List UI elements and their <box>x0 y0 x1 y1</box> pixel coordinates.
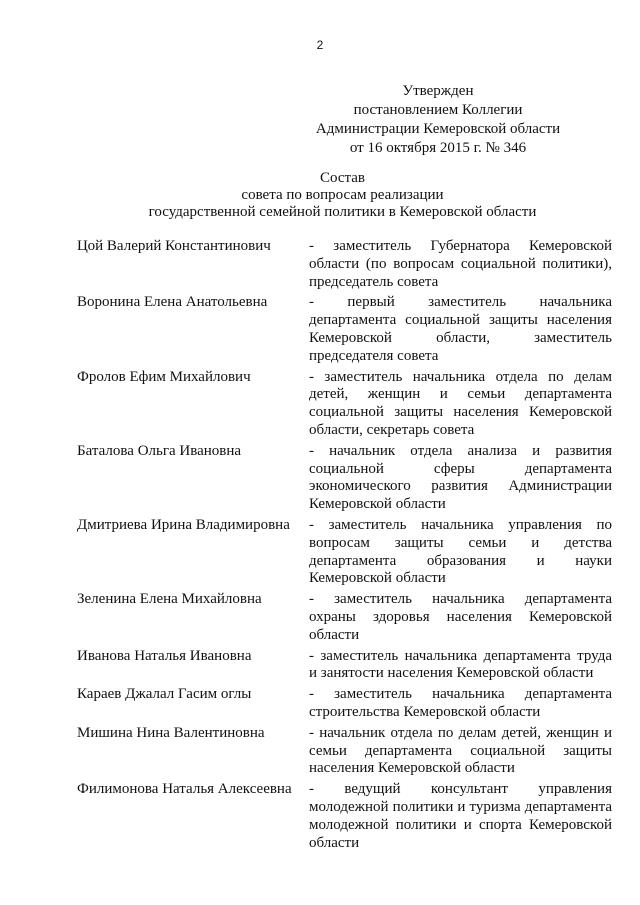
member-role: - заместитель начальника департамента строительства Кемеровской области <box>309 686 612 720</box>
member-role: - начальник отдела анализа и развития социальной сферы департамента экономического развития Администрации Кемеровской области <box>309 442 612 513</box>
member-role: - заместитель Губернатора Кемеровской области (по вопросам социальной политики), председатель совета <box>309 238 612 290</box>
member-role: - ведущий консультант управления молодежной политики и туризма департамента молодежной политики и спорта Кемеровской области <box>309 781 612 851</box>
member-name: Иванова Наталья Ивановна <box>77 647 252 664</box>
member-role: - заместитель начальника департамента охраны здоровья населения Кемеровской области <box>309 591 612 643</box>
member-row <box>77 781 612 852</box>
member-role: - заместитель начальника управления по вопросам защиты семьи и детства департамента образования и науки Кемеровской области <box>309 516 612 587</box>
approval-line-3: Администрации Кемеровской области <box>315 121 561 137</box>
member-name: Цой Валерий Константинович <box>77 238 271 254</box>
document-title <box>0 170 640 221</box>
members-list <box>77 238 612 855</box>
approval-block <box>288 82 588 158</box>
member-name: Филимонова Наталья Алексеевна <box>77 781 292 798</box>
member-name: Мишина Нина Валентиновна <box>77 724 265 741</box>
approval-line-2: постановлением Коллегии <box>353 102 523 118</box>
member-role: - первый заместитель начальника департамента социальной защиты населения Кемеровской области, заместитель председателя совета <box>309 294 612 364</box>
member-name: Фролов Ефим Михайлович <box>77 368 251 385</box>
member-role: - заместитель начальника отдела по делам детей, женщин и семьи департамента социальной защиты населения Кемеровской области, секретарь совета <box>309 368 612 438</box>
member-name: Дмитриева Ирина Владимировна <box>77 516 290 533</box>
title-line-1: Состав <box>319 170 365 186</box>
member-name: Зеленина Елена Михайловна <box>77 591 262 608</box>
member-row <box>77 725 612 778</box>
member-name: Воронина Елена Анатольевна <box>77 294 268 311</box>
approval-line-1: Утвержден <box>402 83 474 99</box>
member-row <box>77 648 612 684</box>
member-row <box>77 238 612 291</box>
member-name: Караев Джалал Гасим оглы <box>77 686 252 703</box>
title-line-2: совета по вопросам реализации <box>241 187 444 203</box>
title-line-3: государственной семейной политики в Кемеровской области <box>148 204 537 220</box>
member-role: - начальник отдела по делам детей, женщин и семьи департамента социальной защиты населения Кемеровской области <box>309 724 612 777</box>
approval-line-4: от 16 октября 2015 г. № 346 <box>349 140 527 156</box>
member-row <box>77 591 612 644</box>
page-number: 2 <box>316 38 324 52</box>
member-row <box>77 369 612 440</box>
member-row <box>77 517 612 588</box>
member-row <box>77 443 612 514</box>
member-row <box>77 686 612 722</box>
member-name: Баталова Ольга Ивановна <box>77 442 242 459</box>
member-row <box>77 294 612 365</box>
member-role: - заместитель начальника департамента труда и занятости населения Кемеровской области <box>309 647 612 682</box>
